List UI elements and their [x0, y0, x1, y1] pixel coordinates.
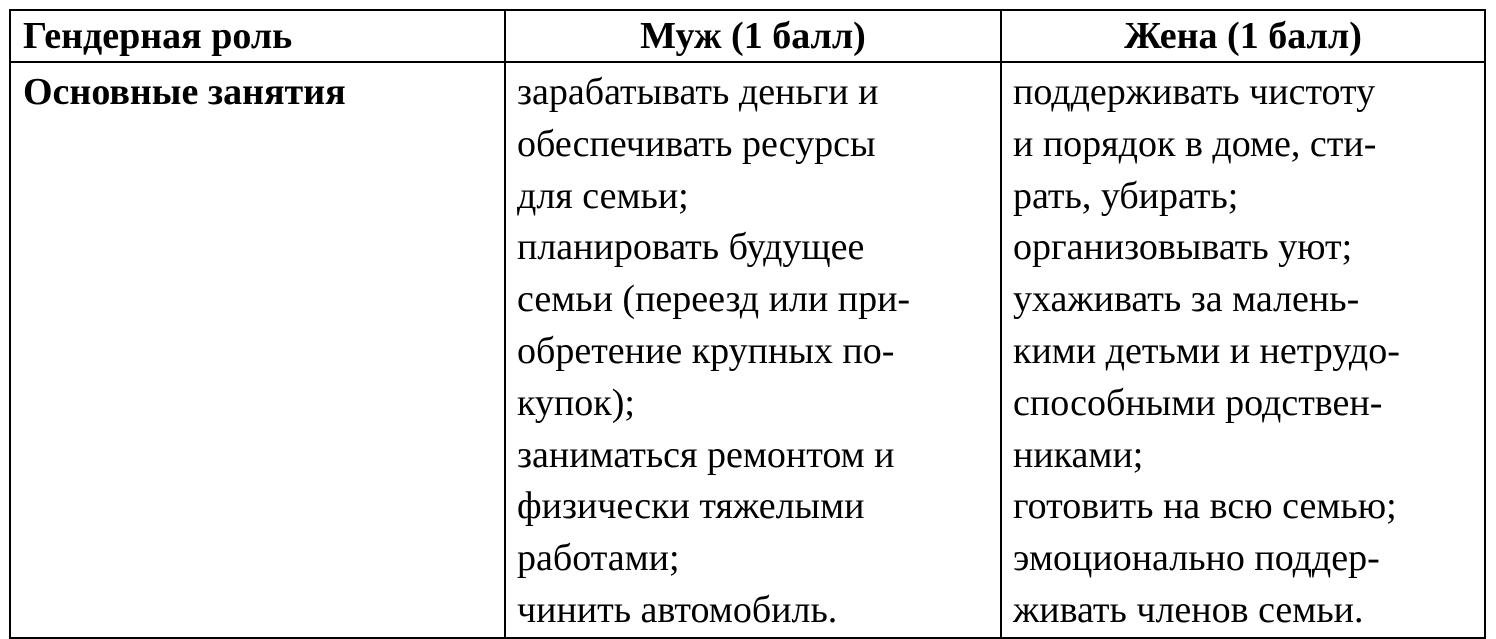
wife-activity-line: ухаживать за малень- — [1013, 278, 1360, 321]
table-header-row — [10, 10, 1485, 62]
header-husband: Муж (1 балл) — [505, 10, 1001, 62]
husband-activity-line: заниматься ремонтом и — [517, 433, 895, 476]
husband-activity-line: зарабатывать деньги и — [517, 71, 879, 113]
husband-activity-line: купок); — [517, 381, 635, 424]
husband-activity-line: чинить автомобиль. — [517, 588, 838, 631]
husband-activity-line: обеспечивать ресурсы — [517, 122, 876, 165]
table-row-main-activities — [10, 62, 1485, 638]
wife-activity-line: и порядок в доме, сти- — [1013, 122, 1377, 165]
husband-activity-line: планировать будущее — [517, 226, 865, 269]
husband-activity-line: семьи (переезд или при- — [517, 278, 911, 321]
wife-activity-line: эмоционально поддер- — [1013, 537, 1380, 580]
husband-activity-line: обретение крупных по- — [517, 329, 895, 372]
wife-activity-line: кими детьми и нетрудо- — [1013, 329, 1400, 372]
row-label-main-activities: Основные занятия — [10, 62, 505, 638]
gender-roles-table — [9, 9, 1486, 639]
husband-activity-line: для семьи; — [517, 174, 689, 217]
wife-activity-line: организовывать уют; — [1013, 226, 1353, 269]
wife-activities-cell — [1001, 62, 1485, 638]
gender-roles-table-container — [9, 9, 1486, 639]
wife-activity-line: живать членов семьи. — [1013, 588, 1364, 631]
wife-activity-line: способными родствен- — [1013, 381, 1383, 424]
husband-activities-cell — [505, 62, 1001, 638]
header-gender-role: Гендерная роль — [10, 10, 505, 62]
header-wife: Жена (1 балл) — [1001, 10, 1485, 62]
wife-activity-line: поддерживать чистоту — [1013, 71, 1376, 113]
wife-activity-line: готовить на всю семью; — [1013, 485, 1397, 528]
wife-activity-line: никами; — [1013, 433, 1144, 476]
husband-activity-line: физически тяжелыми — [517, 485, 865, 528]
husband-activity-line: работами; — [517, 537, 680, 580]
wife-activity-line: рать, убирать; — [1013, 174, 1239, 217]
